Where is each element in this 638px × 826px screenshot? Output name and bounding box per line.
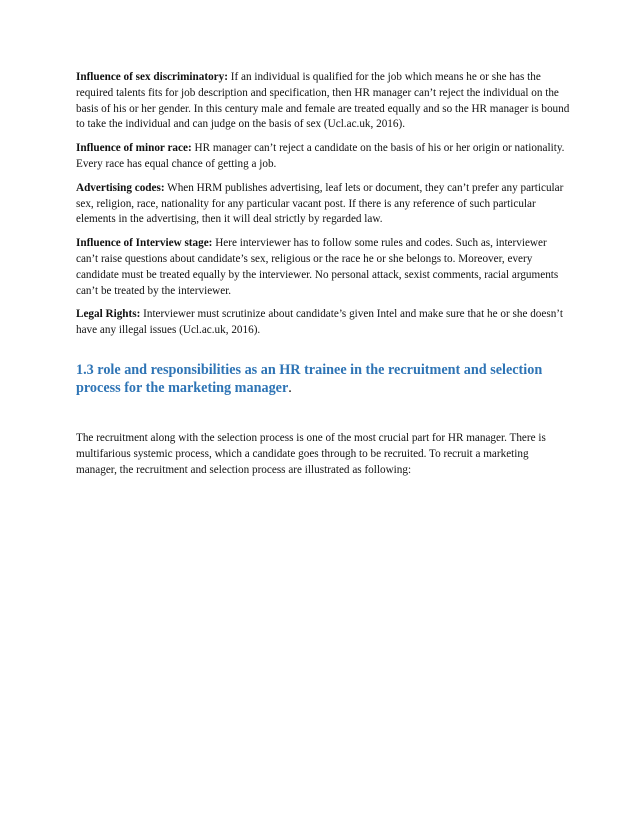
section-heading: [76, 361, 570, 397]
paragraph-text: Here interviewer has to follow some rules and codes. Such as, interviewer can’t raise questions about candidate’s sex, religious or the race he or she belongs to. Moreover, every candidate must be treated equally by the interviewer. No personal attack, sexist comments, racial arguments can’t be treated by the interviewer.: [76, 237, 559, 297]
paragraph-legal-rights: [76, 307, 570, 339]
paragraph-sex-discrimination: [76, 70, 570, 133]
paragraph-text: HR manager can’t reject a candidate on the basis of his or her origin or nationality. Every race has equal chance of getting a job.: [76, 142, 565, 170]
intro-paragraph: The recruitment along with the selection process is one of the most crucial part for HR manager. There is multifarious systemic process, which a candidate goes through to be recruited. To recruit a marketing manager, the recruitment and selection process are illustrated as following:: [76, 431, 546, 476]
section-heading-text: 1.3 role and responsibilities as an HR trainee in the recruitment and selection process for the marketing manager: [76, 361, 543, 396]
paragraph-label: Influence of sex discriminatory:: [76, 71, 228, 83]
paragraph-minor-race: [76, 141, 570, 173]
paragraph-advertising-codes: [76, 181, 570, 228]
paragraph-text: Interviewer must scrutinize about candidate’s given Intel and make sure that he or she doesn’t have any illegal issues (Ucl.ac.uk, 2016).: [76, 308, 563, 337]
paragraph-text: When HRM publishes advertising, leaf lets or document, they can’t prefer any particular sex, religion, race, nationality for any particular vacant post. If there is any reference of such particular elements in the advertising, then it will deal strictly by regarded law.: [76, 181, 564, 226]
paragraph-interview-stage: [76, 236, 570, 299]
document-body: [76, 70, 570, 486]
paragraph-label: Influence of minor race:: [76, 142, 192, 155]
section-heading-period: .: [288, 379, 292, 396]
paragraph-label: Advertising codes:: [76, 181, 165, 194]
paragraph-text: If an individual is qualified for the job which means he or she has the required talents fits for job description and specification, then HR manager can’t reject the individual on the basis of his or her gender. In this century male and female are treated equally and so the HR manager is bound to take the individual and can judge on the basis of sex (Ucl.ac.uk, 2016).: [76, 71, 570, 131]
paragraph-label: Influence of Interview stage:: [76, 237, 213, 250]
paragraph-label: Legal Rights:: [76, 308, 141, 321]
